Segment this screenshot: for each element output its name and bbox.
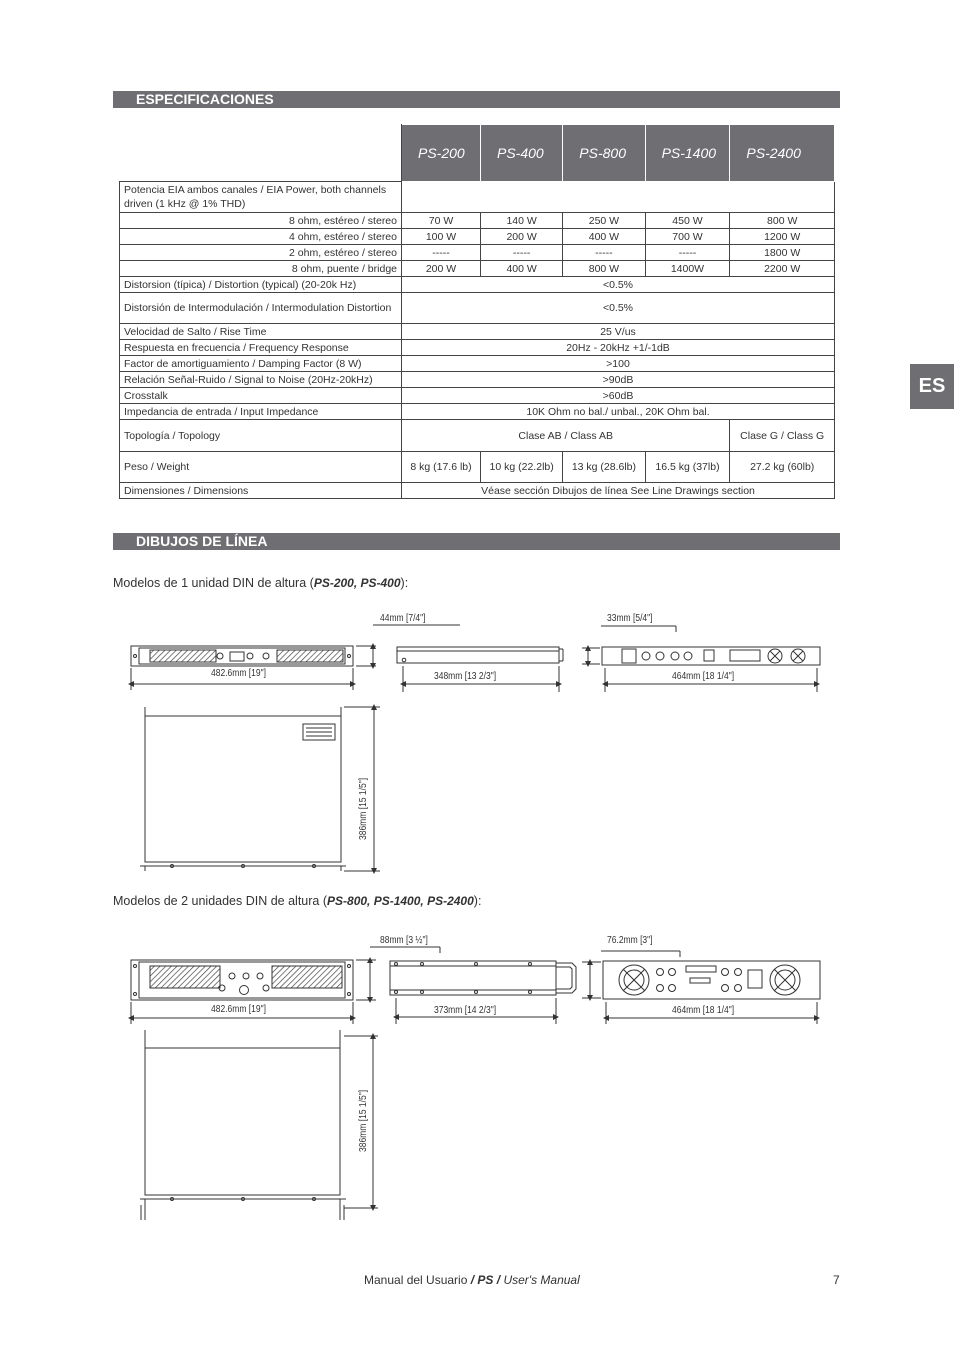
spec-label: Relación Señal-Ruido / Signal to Noise (20Hz-20kHz) — [120, 372, 402, 388]
page-number: 7 — [833, 1273, 840, 1287]
spec-value: Véase sección Dibujos de línea See Line Drawings section — [402, 483, 835, 499]
spec-value: 27.2 kg (60lb) — [730, 452, 835, 483]
spec-value: 800 W — [730, 213, 835, 229]
spec-label: Dimensiones / Dimensions — [120, 483, 402, 499]
spec-value: 700 W — [645, 229, 730, 245]
language-tab[interactable]: ES — [910, 364, 954, 409]
spec-value: 1400W — [645, 261, 730, 277]
top-view-1u — [140, 707, 380, 871]
spec-label: Respuesta en frecuencia / Frequency Response — [120, 340, 402, 356]
footer-sep: / — [467, 1273, 478, 1287]
caption-prefix: Modelos de 2 unidades DIN de altura ( — [113, 894, 328, 908]
spec-label: Distorsion (típica) / Distortion (typical) (20-20k Hz) — [120, 277, 402, 293]
spec-label: Crosstalk — [120, 388, 402, 404]
caption-suffix: ): — [400, 576, 409, 590]
spec-value: >90dB — [402, 372, 835, 388]
spec-label: Potencia EIA ambos canales / EIA Power, both channels driven (1 kHz @ 1% THD) — [120, 182, 402, 213]
dim-rear-height-2u: 76.2mm [3"] — [607, 935, 653, 946]
dim-width-2u: 482.6mm [19"] — [211, 1004, 266, 1015]
spec-value: 1800 W — [730, 245, 835, 261]
dim-rear-width-2u: 464mm [18 1/4"] — [672, 1005, 735, 1016]
spec-label: 2 ohm, estéreo / stereo — [120, 245, 402, 261]
page-footer — [364, 1273, 580, 1287]
dim-height-1u: 44mm [7/4"] — [380, 613, 426, 624]
spec-value: 2200 W — [730, 261, 835, 277]
spec-value: >100 — [402, 356, 835, 372]
model-header: PS-1400 — [645, 125, 730, 182]
dim-side-depth-1u: 348mm [13 2/3"] — [434, 671, 497, 682]
spec-value: 400 W — [563, 229, 645, 245]
dim-rear-width-1u: 464mm [18 1/4"] — [672, 671, 735, 682]
dim-top-depth-2u: 386mm [15 1/5"] — [358, 1089, 369, 1152]
spec-value: 8 kg (17.6 lb) — [402, 452, 481, 483]
spec-value: 450 W — [645, 213, 730, 229]
spec-value: ----- — [402, 245, 481, 261]
spec-label: Impedancia de entrada / Input Impedance — [120, 404, 402, 420]
spec-value: 70 W — [402, 213, 481, 229]
spec-value: 800 W — [563, 261, 645, 277]
spec-value: 140 W — [481, 213, 563, 229]
spec-label: 4 ohm, estéreo / stereo — [120, 229, 402, 245]
spec-value: 250 W — [563, 213, 645, 229]
footer-sep: / — [493, 1273, 504, 1287]
spec-value: 25 V/us — [402, 324, 835, 340]
specs-section-title: ESPECIFICACIONES — [113, 91, 840, 108]
spec-value: 16.5 kg (37lb) — [645, 452, 730, 483]
spec-value: ----- — [563, 245, 645, 261]
caption-suffix: ): — [473, 894, 482, 908]
model-header: PS-800 — [563, 125, 645, 182]
spec-value: ----- — [645, 245, 730, 261]
caption-prefix: Modelos de 1 unidad DIN de altura ( — [113, 576, 314, 590]
footer-manual-es: Manual del Usuario — [364, 1273, 468, 1287]
model-header: PS-200 — [402, 125, 481, 182]
spec-value: 400 W — [481, 261, 563, 277]
front-view-2u — [131, 947, 440, 1024]
drawings-section-title: DIBUJOS DE LÍNEA — [113, 533, 840, 550]
spec-label: 8 ohm, estéreo / stereo — [120, 213, 402, 229]
spec-value: 20Hz - 20kHz +1/-1dB — [402, 340, 835, 356]
model-header: PS-400 — [481, 125, 563, 182]
spec-value: Clase AB / Class AB — [402, 420, 730, 452]
spec-value: ----- — [481, 245, 563, 261]
dim-side-depth-2u: 373mm [14 2/3"] — [434, 1005, 497, 1016]
spec-value: <0.5% — [402, 277, 835, 293]
spec-value: 10K Ohm no bal./ unbal., 20K Ohm bal. — [402, 404, 835, 420]
front-view-1u — [131, 625, 460, 690]
spec-label: Topología / Topology — [120, 420, 402, 452]
spec-value: >60dB — [402, 388, 835, 404]
top-view-2u — [140, 1030, 378, 1220]
spec-value: <0.5% — [402, 293, 835, 324]
dim-rear-height-1u: 33mm [5/4"] — [607, 613, 653, 624]
spec-label: Velocidad de Salto / Rise Time — [120, 324, 402, 340]
spec-label: 8 ohm, puente / bridge — [120, 261, 402, 277]
spec-value: Clase G / Class G — [730, 420, 835, 452]
spec-value: 10 kg (22.2lb) — [481, 452, 563, 483]
side-view-1u — [397, 647, 563, 692]
spec-value: 200 W — [402, 261, 481, 277]
rear-view-1u — [582, 626, 820, 692]
caption-models: PS-800, PS-1400, PS-2400 — [327, 894, 474, 908]
model-header: PS-2400 — [730, 125, 835, 182]
dim-width-1u: 482.6mm [19"] — [211, 668, 266, 679]
spec-value: 100 W — [402, 229, 481, 245]
footer-manual-en: User's Manual — [503, 1273, 580, 1287]
dim-top-depth-1u: 386mm [15 1/5"] — [358, 777, 369, 840]
spec-value: 200 W — [481, 229, 563, 245]
footer-ps: PS — [477, 1273, 494, 1287]
spec-label: Distorsión de Intermodulación / Intermodulation Distortion — [120, 293, 402, 324]
spec-label: Peso / Weight — [120, 452, 402, 483]
spec-label: Factor de amortiguamiento / Damping Factor (8 W) — [120, 356, 402, 372]
dim-height-2u: 88mm [3 ½"] — [380, 935, 428, 946]
spec-value: 1200 W — [730, 229, 835, 245]
spec-value: 13 kg (28.6lb) — [563, 452, 645, 483]
caption-models: PS-200, PS-400 — [313, 576, 401, 590]
